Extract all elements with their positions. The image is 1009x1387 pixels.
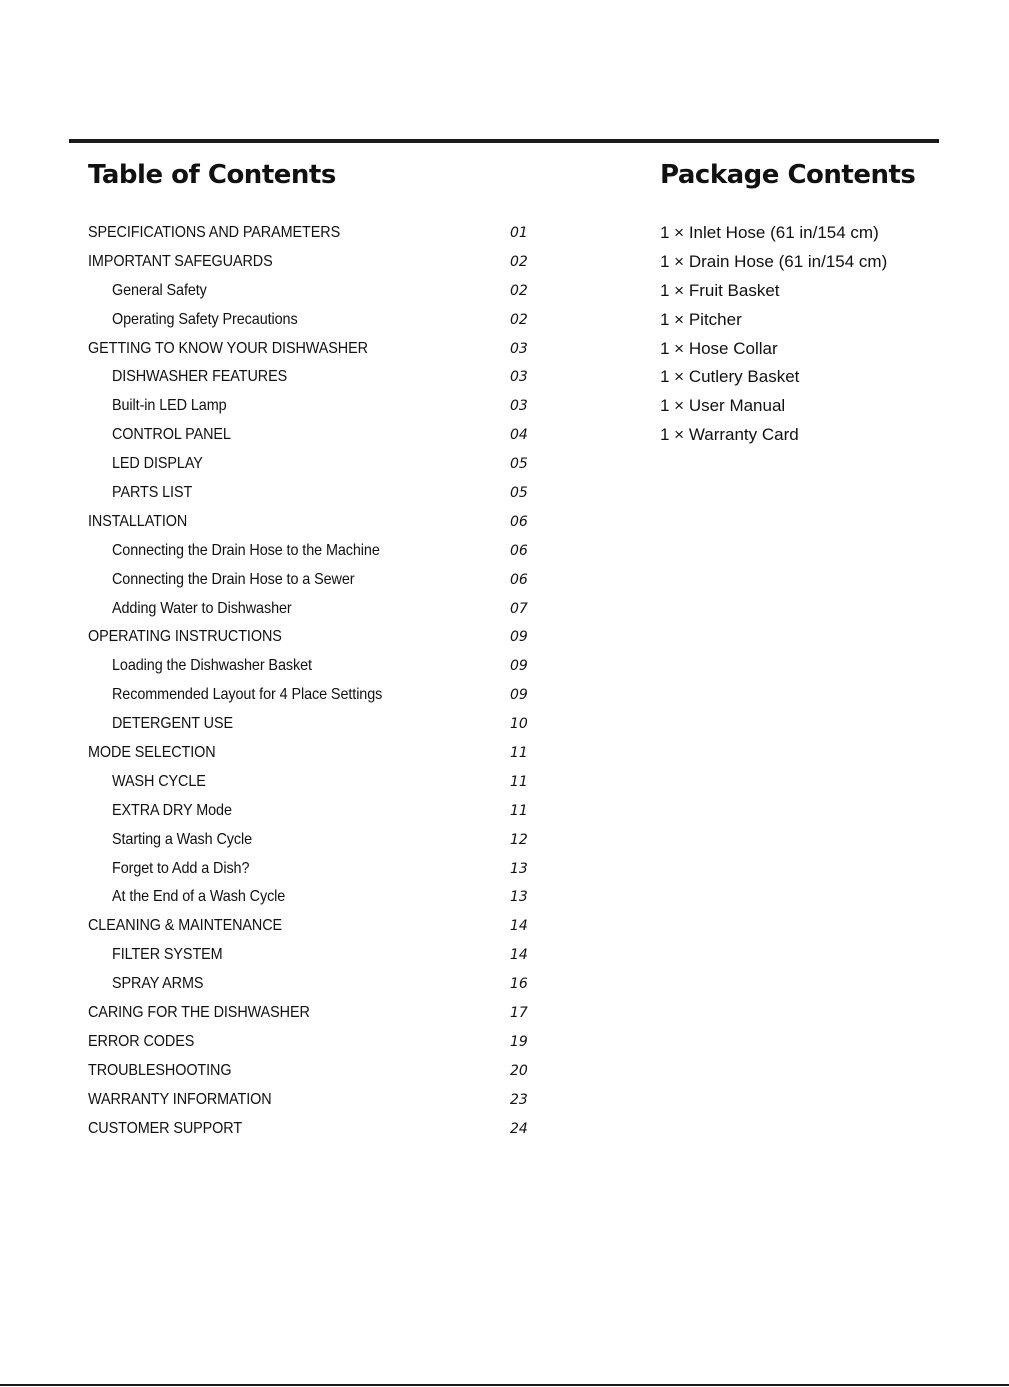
toc-entry-title: MODE SELECTION: [88, 744, 216, 762]
toc-entry-page: 09: [510, 629, 528, 646]
toc-entry-title: OPERATING INSTRUCTIONS: [88, 628, 282, 646]
toc-entry-title: DISHWASHER FEATURES: [112, 368, 288, 386]
package-item: 1 × Warranty Card: [660, 425, 799, 445]
toc-entry-page: 11: [510, 802, 528, 819]
toc-entry-page: 24: [510, 1120, 528, 1137]
toc-entry-title: Operating Safety Precautions: [112, 310, 298, 328]
toc-entry-title: Built-in LED Lamp: [112, 397, 227, 415]
toc-entry-page: 14: [510, 918, 528, 935]
toc-entry-page: 02: [510, 311, 528, 328]
toc-entry[interactable]: [88, 450, 533, 479]
toc-entry-page: 06: [510, 513, 528, 530]
toc-entry-page: 03: [510, 369, 528, 386]
toc-entry-page: 03: [510, 340, 528, 357]
toc-entry-page: 03: [510, 398, 528, 415]
package-heading: Package Contents: [660, 160, 916, 190]
toc-entry-title: Forget to Add a Dish?: [112, 859, 250, 877]
toc-entry[interactable]: [88, 392, 533, 421]
toc-entry[interactable]: [88, 652, 533, 681]
toc-entry[interactable]: [88, 710, 533, 739]
toc-entry-page: 23: [510, 1091, 528, 1108]
toc-entry-title: At the End of a Wash Cycle: [112, 888, 286, 906]
toc-entry-title: INSTALLATION: [88, 512, 188, 530]
toc-heading: Table of Contents: [88, 160, 336, 190]
toc-entry-page: 04: [510, 427, 528, 444]
toc-entry-page: 13: [510, 860, 528, 877]
toc-entry[interactable]: [88, 912, 533, 941]
toc-entry[interactable]: [88, 1028, 533, 1057]
toc-entry-title: Adding Water to Dishwasher: [112, 599, 292, 617]
toc-entry[interactable]: [88, 248, 533, 277]
toc-entry-page: 11: [510, 745, 528, 762]
toc-entry[interactable]: [88, 306, 533, 335]
toc-entry-page: 19: [510, 1033, 528, 1050]
toc-entry-page: 16: [510, 976, 528, 993]
toc-entry-title: CUSTOMER SUPPORT: [88, 1119, 243, 1137]
toc-entry-page: 14: [510, 947, 528, 964]
toc-entry[interactable]: [88, 855, 533, 884]
toc-list: [88, 219, 533, 1144]
package-item: 1 × Pitcher: [660, 309, 742, 329]
toc-entry-title: ERROR CODES: [88, 1032, 195, 1050]
toc-entry[interactable]: [88, 566, 533, 595]
toc-entry-title: DETERGENT USE: [112, 715, 233, 733]
header-rule: [69, 139, 939, 143]
toc-entry-title: CARING FOR THE DISHWASHER: [88, 1004, 310, 1022]
toc-entry[interactable]: [88, 999, 533, 1028]
toc-entry-title: Loading the Dishwasher Basket: [112, 657, 312, 675]
toc-entry[interactable]: [88, 970, 533, 999]
toc-entry[interactable]: [88, 681, 533, 710]
package-item: 1 × Drain Hose (61 in/154 cm): [660, 251, 888, 271]
toc-entry[interactable]: [88, 595, 533, 624]
toc-entry-page: 09: [510, 687, 528, 704]
toc-entry-page: 06: [510, 571, 528, 588]
toc-entry-title: Recommended Layout for 4 Place Settings: [112, 686, 383, 704]
toc-entry[interactable]: [88, 768, 533, 797]
toc-entry-title: TROUBLESHOOTING: [88, 1061, 232, 1079]
toc-entry-title: IMPORTANT SAFEGUARDS: [88, 252, 273, 270]
toc-entry-title: FILTER SYSTEM: [112, 946, 223, 964]
package-list: [660, 219, 960, 450]
toc-entry-page: 12: [510, 831, 528, 848]
toc-entry-title: EXTRA DRY Mode: [112, 801, 232, 819]
package-item: 1 × Fruit Basket: [660, 280, 780, 300]
toc-entry-page: 17: [510, 1005, 528, 1022]
toc-entry[interactable]: [88, 219, 533, 248]
toc-entry-title: Connecting the Drain Hose to a Sewer: [112, 570, 355, 588]
toc-entry-title: CLEANING & MAINTENANCE: [88, 917, 283, 935]
toc-entry-page: 01: [510, 225, 528, 241]
toc-entry-title: SPECIFICATIONS AND PARAMETERS: [88, 224, 341, 241]
package-item: 1 × Cutlery Basket: [660, 367, 800, 387]
package-item: 1 × Hose Collar: [660, 338, 778, 358]
toc-entry[interactable]: [88, 537, 533, 566]
toc-entry[interactable]: [88, 508, 533, 537]
toc-entry[interactable]: [88, 1086, 533, 1115]
toc-entry-page: 02: [510, 253, 528, 270]
toc-entry-title: CONTROL PANEL: [112, 426, 231, 444]
toc-entry-title: LED DISPLAY: [112, 455, 203, 473]
toc-entry-page: 10: [510, 716, 528, 733]
footer-rule: [0, 1384, 1009, 1386]
toc-entry-page: 02: [510, 282, 528, 299]
toc-entry-page: 06: [510, 542, 528, 559]
toc-entry[interactable]: [88, 277, 533, 306]
toc-entry-page: 05: [510, 456, 528, 473]
toc-entry-page: 07: [510, 600, 528, 617]
toc-entry-title: WASH CYCLE: [112, 772, 206, 790]
toc-entry-page: 05: [510, 485, 528, 502]
toc-entry[interactable]: [88, 335, 533, 364]
toc-entry-page: 13: [510, 889, 528, 906]
toc-entry[interactable]: [88, 797, 533, 826]
toc-entry[interactable]: [88, 1115, 533, 1144]
toc-entry-title: WARRANTY INFORMATION: [88, 1090, 272, 1108]
toc-entry-title: PARTS LIST: [112, 484, 193, 502]
toc-entry[interactable]: [88, 623, 533, 652]
toc-entry[interactable]: [88, 883, 533, 912]
toc-entry-title: Starting a Wash Cycle: [112, 830, 253, 848]
toc-entry[interactable]: [88, 479, 533, 508]
toc-entry[interactable]: [88, 826, 533, 855]
toc-entry[interactable]: [88, 1057, 533, 1086]
toc-entry-title: GETTING TO KNOW YOUR DISHWASHER: [88, 339, 368, 357]
toc-entry-page: 20: [510, 1062, 528, 1079]
toc-entry-title: SPRAY ARMS: [112, 975, 204, 993]
toc-entry-page: 09: [510, 658, 528, 675]
toc-entry[interactable]: [88, 421, 533, 450]
toc-entry-page: 11: [510, 773, 528, 790]
toc-entry[interactable]: [88, 363, 533, 392]
package-item: 1 × User Manual: [660, 396, 786, 416]
package-item: 1 × Inlet Hose (61 in/154 cm): [660, 223, 879, 242]
toc-entry[interactable]: [88, 739, 533, 768]
toc-entry-title: General Safety: [112, 281, 207, 299]
toc-entry[interactable]: [88, 941, 533, 970]
toc-entry-title: Connecting the Drain Hose to the Machine: [112, 541, 380, 559]
